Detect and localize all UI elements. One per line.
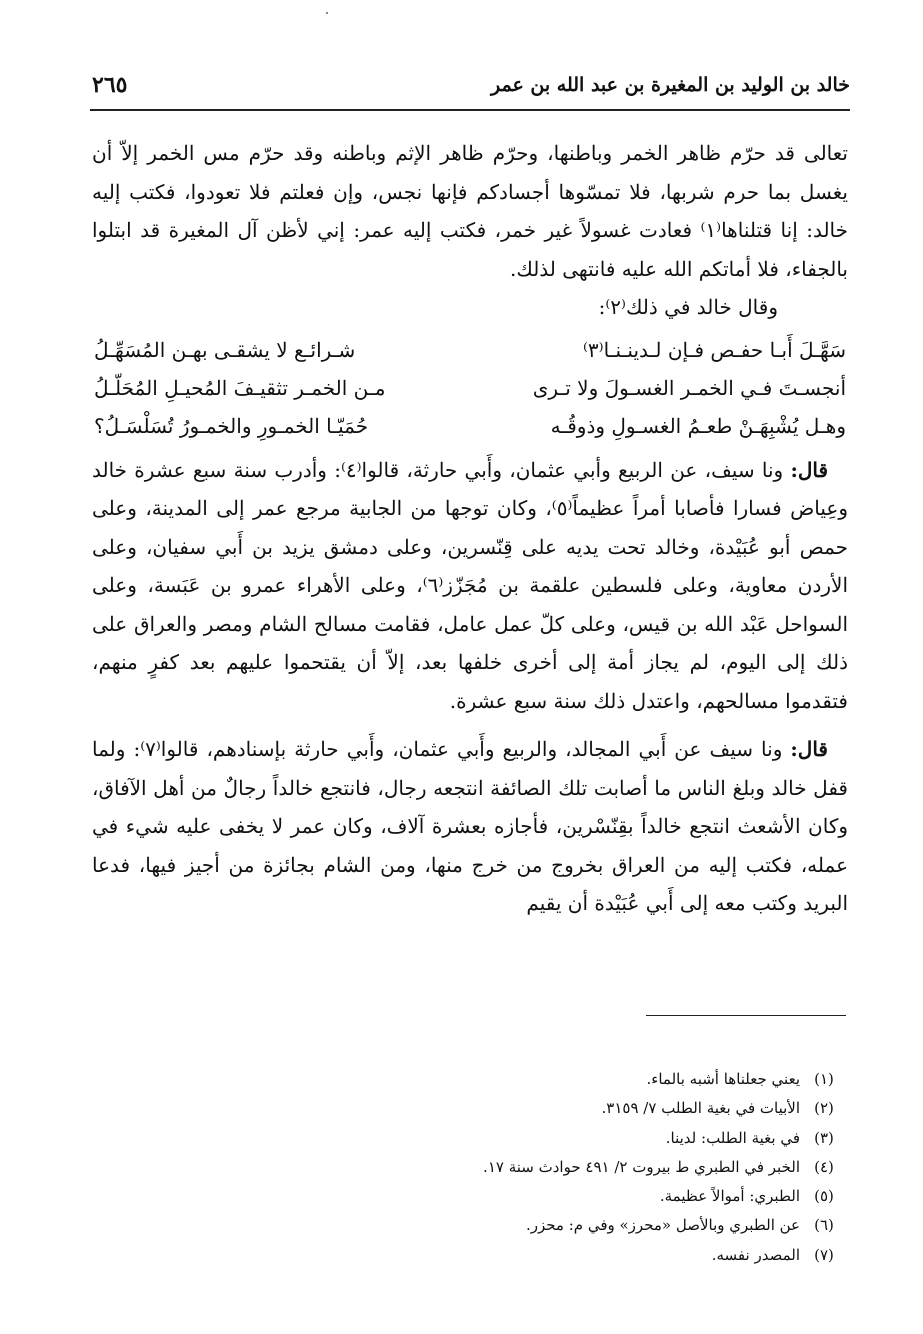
verse-line	[92, 331, 848, 369]
footnote-number: (٦)	[814, 1216, 834, 1235]
footnote-text: الطبري: أموالاً عظيمة.	[659, 1187, 800, 1206]
page-header	[92, 70, 850, 100]
verse-second-hemistich: مـن الخمـر تثقيـفَ المُحيـلِ المُحَلّـلُ	[94, 375, 386, 400]
verse-first-hemistich: سَهَّـلَ أَبـا حفـص فـإن لـدينـنـا⁽٣⁾	[582, 337, 846, 362]
verse-first-hemistich: أنجسـتَ فـي الخمـر الغسـولَ ولا تـرى	[532, 375, 846, 400]
paragraph-1: تعالى قد حرّم ظاهر الخمر وباطنها، وحرّم ظاهر الإثم وباطنه وقد حرّم مس الخمر إلاّ أن يغسل بما حرم شربها، فلا تمسّوها أجسادكم فإنها نجس، وإن فعلتم فلا تعودوا، فكتب إليه خالد: إنا قتلناها⁽١⁾ فعادت غسولاً غير خمر، فكتب إليه عمر: إني لأظن آل المغيرة قد ابتلوا بالجفاء، فلا أماتكم الله عليه فانتهى لذلك.	[92, 141, 848, 281]
footnote-rule	[646, 1015, 846, 1016]
paragraph-2	[92, 451, 848, 721]
verse-first-hemistich: وهـل يُشْبِهَـنْ طعـمُ الغسـولِ وذوقُـه	[550, 413, 846, 438]
verse-second-hemistich: شـرائـع لا يشقـى بهـن المُسَهِّـلُ	[94, 337, 356, 362]
running-title: خالد بن الوليد بن المغيرة بن عبد الله بن عمر	[491, 74, 850, 96]
qal-label: قال:	[790, 737, 828, 761]
footnote-text: الأبيات في بغية الطلب ٧/ ٣١٥٩.	[601, 1099, 800, 1118]
footnote-number: (٥)	[814, 1187, 834, 1206]
page-number: ٢٦٥	[92, 72, 128, 98]
footnote-text: في بغية الطلب: لدينا.	[665, 1128, 800, 1147]
paragraph-3-text: ونا سيف عن أَبي المجالد، والربيع وأَبي عثمان، وأَبي حارثة بإسنادهم، قالوا⁽٧⁾: ولما قفل خالد وبلغ الناس ما أصابت تلك الصائفة انتجعه رجال، فانتجع خالداً رجالٌ من أهل الآفاق، وكان الأشعث انتجع خالداً بقِنّسْرين، فأجازه بعشرة آلاف، وكان عمر لا يخفى عليه شيء في عمله، فكتب إليه من العراق بخروج من خرج منها، ومن الشام بجائزة من أجيز فيها، فدعا البريد وكتب معه إلى أَبي عُبَيْدة أن يقيم	[92, 737, 848, 915]
footnote	[92, 1094, 848, 1123]
footnote-number: (١)	[814, 1070, 834, 1088]
footnote	[92, 1153, 848, 1182]
footnotes	[92, 1065, 848, 1270]
page-speck	[326, 12, 328, 14]
verse-line	[92, 369, 848, 407]
footnote-text: يعني جعلناها أشبه بالماء.	[646, 1070, 800, 1088]
poem	[92, 331, 848, 445]
footnote-number: (٧)	[814, 1245, 834, 1264]
footnote-number: (٤)	[814, 1157, 834, 1176]
qal-label: قال:	[790, 457, 829, 482]
footnote-text: عن الطبري وبالأصل «محرز» وفي م: محزر.	[525, 1216, 800, 1235]
footnote-number: (٢)	[814, 1099, 834, 1118]
verse-second-hemistich: حُمَيّـا الخمـورِ والخمـورُ تُسَلْسَـلُ؟	[94, 413, 369, 438]
footnote-text: الخبر في الطبري ط بيروت ٢/ ٤٩١ حوادث سنة ١٧.	[483, 1157, 800, 1176]
main-text	[92, 134, 848, 923]
footnote-number: (٣)	[814, 1128, 834, 1147]
paragraph-3	[92, 730, 848, 923]
footnote	[92, 1124, 848, 1153]
verse-line	[92, 407, 848, 445]
poem-intro: وقال خالد في ذلك⁽٢⁾:	[598, 295, 778, 319]
footnote	[92, 1211, 848, 1240]
header-rule	[90, 109, 850, 111]
footnote	[92, 1065, 848, 1094]
footnote-text: المصدر نفسه.	[711, 1245, 800, 1264]
footnote	[92, 1241, 848, 1270]
footnote	[92, 1182, 848, 1211]
paragraph-2-text: ونا سيف، عن الربيع وأبي عثمان، وأَبي حارثة، قالوا⁽٤⁾: وأدرب سنة سبع عشرة خالد وعِياض فسارا فأصابا أمراً عظيماً⁽٥⁾، وكان توجها من الجابية مرجع عمر إلى المدينة، وعلى حمص أبو عُبَيْدة، وخالد تحت يديه على قِنّسرين، وعلى دمشق يزيد بن أَبي سفيان، وعلى الأردن معاوية، وعلى فلسطين علقمة بن مُجَزّز⁽٦⁾، وعلى الأهراء عمرو بن عَبَسة، وعلى السواحل عَبْد الله بن قيس، وعلى كلّ عمل عامل، فقامت مسالح الشام ومصر والعراق على ذلك إلى اليوم، لم يجاز أمة إلى أخرى خلفها بعد، إلاّ أن يقتحموا عليهم بعد كفرٍ منهم، فتقدموا مسالحهم، واعتدل ذلك سنة سبع عشرة.	[92, 457, 848, 713]
